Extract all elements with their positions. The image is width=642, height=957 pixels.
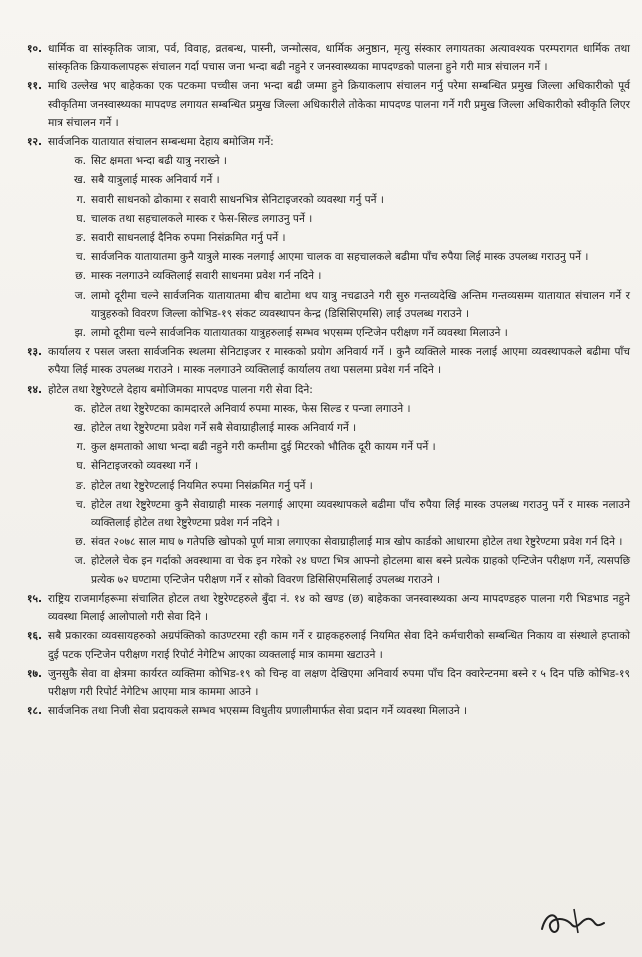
sub-item-number: ज. — [74, 555, 86, 568]
sub-item — [12, 287, 630, 323]
item-text: जुनसुकै सेवा वा क्षेत्रमा कार्यरत व्यक्तिमा कोभिड-१९ को चिन्ह वा लक्षण देखिएमा अनिवार्य रुपमा पाँच दिन क्वारेन्टनमा बस्ने र ५ दिन पछि कोभिड-१९ परीक्षण गरी रिपोर्ट नेगेटिभ आएमा मात्र काममा आउने । — [48, 667, 630, 698]
list-item — [12, 40, 630, 76]
sub-item-text: सबै यात्रुलाई मास्क अनिवार्य गर्ने । — [91, 174, 220, 187]
sub-item-number: छ. — [75, 536, 86, 549]
sub-item-text: होटेल तथा रेष्टुरेण्टका कामदारले अनिवार्य रुपमा मास्क, फेस सिल्ड र पन्जा लगाउने । — [91, 402, 411, 415]
item-number: १३. — [26, 346, 42, 359]
sub-item — [12, 229, 630, 247]
sub-item — [12, 438, 630, 456]
sub-item-text: सेनिटाइजरको व्यवस्था गर्ने । — [91, 460, 199, 473]
item-number: १५. — [26, 592, 42, 605]
sub-item-text: लामो दूरीमा चल्ने सार्वजनिक यातायातका यात्रुहरुलाई सम्भव भएसम्म एन्टिजेन परीक्षण गर्ने व्यवस्था मिलाउने । — [91, 327, 508, 340]
item-number: १२. — [26, 136, 42, 149]
sub-item-text: चालक तथा सहचालकले मास्क र फेस-सिल्ड लगाउनु पर्ने । — [91, 212, 313, 225]
sub-item-number: ख. — [73, 174, 86, 187]
sub-item — [12, 267, 630, 285]
list-item — [12, 381, 630, 399]
sub-item — [12, 400, 630, 418]
sub-item-text: सवारी साधनको ढोकामा र सवारी साधनभित्र सेनिटाइजरको व्यवस्था गर्नु पर्ने । — [91, 193, 384, 206]
sub-item-number: ख. — [73, 422, 86, 435]
sub-item-text: सार्वजनिक यातायातमा कुनै यात्रुले मास्क नलगाई आएमा चालक वा सहचालकले बढीमा पाँच रुपैया लिई मास्क उपलब्ध गराउनु पर्ने । — [91, 251, 589, 264]
list-item — [12, 133, 630, 151]
item-text: कार्यालय र पसल जस्ता सार्वजनिक स्थलमा सेनिटाइजर र मास्कको प्रयोग अनिवार्य गर्ने । कुनै व्यक्तिले मास्क नलाई आएमा व्यवस्थापकले बढीमा पाँच रुपैया लिई मास्क उपलब्ध गराउने । मास्क नलगाउने व्यक्तिलाई कार्यालय तथा पसलमा प्रवेश गर्न नदिने । — [48, 346, 630, 377]
sub-item-number: च. — [75, 498, 86, 511]
sub-item-number: घ. — [76, 460, 86, 473]
list-item — [12, 665, 630, 701]
list-item — [12, 77, 630, 132]
sub-item — [12, 457, 630, 475]
item-text: माथि उल्लेख भए बाहेकका एक पटकमा पच्चीस जना भन्दा बढी जम्मा हुने क्रियाकलाप संचालन गर्नु परेमा सम्बन्धित प्रमुख जिल्ला अधिकारीको पूर्व स्वीकृतिमा जनस्वास्थ्यका मापदण्ड लगायत सम्बन्धित प्रमुख जिल्ला अधिकारीले तोकेका मापदण्ड पालना गर्ने गरी प्रमुख जिल्ला अधिकारीको स्वीकृति लिएर मात्र संचालन गर्ने । — [48, 80, 630, 129]
sub-item-number: क. — [74, 402, 86, 415]
sub-item-number: झ. — [74, 327, 86, 340]
sub-item-text: संवत २०७८ साल माघ ७ गतेपछि खोपको पूर्ण मात्रा लगाएका सेवाग्राहीलाई मात्र खोप कार्डको आधारमा होटेल तथा रेष्टुरेण्टमा प्रवेश गर्न दिने । — [91, 536, 623, 549]
item-text: धार्मिक वा सांस्कृतिक जात्रा, पर्व, विवाह, व्रतबन्ध, पास्नी, जन्मोत्सव, धार्मिक अनुष्ठान, मृत्यु संस्कार लगायतका अत्यावश्यक परम्परागत धार्मिक तथा सांस्कृतिक क्रियाकलापहरू संचालन गर्दा पचास जना भन्दा बढी नहुने र जनस्वास्थ्यका मापदण्डको पालना हुने गरी मात्र संचालन गर्ने । — [48, 43, 630, 74]
sub-item-number: क. — [74, 155, 86, 168]
list-item — [12, 590, 630, 626]
item-text: होटेल तथा रेष्टुरेण्टले देहाय बमोजिमका मापदण्ड पालना गरी सेवा दिने: — [48, 383, 313, 396]
sub-item — [12, 191, 630, 209]
sub-item-number: ङ. — [75, 232, 86, 245]
sub-item — [12, 152, 630, 170]
sub-item-number: च. — [75, 251, 86, 264]
item-number: १४. — [26, 383, 42, 396]
sub-item-text: होटेल तथा रेष्टुरेण्टमा कुनै सेवाग्राही मास्क नलगाई आएमा व्यवस्थापकले बढीमा पाँच रुपैया लिई मास्क उपलब्ध गराउनु पर्ने र मास्क नलाउने व्यक्तिलाई होटेल तथा रेष्टुरेण्टमा प्रवेश गर्न नदिने । — [91, 498, 630, 530]
sub-item — [12, 552, 630, 588]
sub-item-text: सवारी साधनलाई दैनिक रुपमा निसंक्रमित गर्नु पर्ने । — [91, 232, 286, 245]
sub-item — [12, 210, 630, 228]
item-number: १८. — [26, 705, 42, 718]
sub-item-text: लामो दूरीमा चल्ने सार्वजनिक यातायातमा बीच बाटोमा थप यात्रु नचढाउने गरी सुरु गन्तव्यदेखि अन्तिम गन्तव्यसम्म यातायात संचालन गर्ने र यात्रुहरुको विवरण जिल्ला कोभिड-१९ संकट व्यवस्थापन केन्द्र (डिसिसिएमसि) लाई उपलब्ध गराउने । — [91, 289, 630, 320]
item-number: १७. — [26, 667, 42, 680]
sub-item-number: ग. — [76, 441, 86, 454]
list-item — [12, 702, 630, 720]
item-number: १०. — [26, 43, 42, 55]
item-text: सबै प्रकारका व्यवसायहरुको अग्रपंक्तिको काउण्टरमा रही काम गर्ने र ग्राहकहरुलाई नियमित सेवा दिने कर्मचारीको सम्बन्धित निकाय वा संस्थाले हप्ताको दुई पटक एन्टिजेन परीक्षण गराई रिपोर्ट नेगेटिभ आएका व्यक्तलाई मात्र काममा खटाउने । — [48, 630, 630, 661]
sub-item-text: कुल क्षमताको आधा भन्दा बढी नहुने गरी कम्तीमा दुई मिटरको भौतिक दूरी कायम गर्ने पर्ने । — [91, 441, 436, 454]
sub-item-number: घ. — [76, 212, 86, 225]
signature-mark — [534, 903, 614, 939]
sub-item — [12, 477, 630, 495]
sub-item-text: होटेलले चेक इन गर्दाको अवस्थामा वा चेक इन गरेको २४ घण्टा भित्र आफ्नो होटलमा बास बस्ने प्रत्येक ग्राहको एन्टिजेन परीक्षण गर्ने, त्यसपछि प्रत्येक ७२ घण्टामा एन्टिजेन परीक्षण गर्ने र सोको विवरण डिसिसिएमसिलाई उपलब्ध गराउने । — [91, 555, 630, 586]
item-number: १६. — [26, 630, 42, 643]
sub-item-text: मास्क नलगाउने व्यक्तिलाई सवारी साधनमा प्रवेश गर्न नदिने । — [91, 270, 322, 283]
list-item — [12, 343, 630, 379]
item-number: ११. — [26, 80, 42, 93]
sub-item — [12, 419, 630, 437]
item-text: राष्ट्रिय राजमार्गहरूमा संचालित होटल तथा रेष्टुरेण्टहरुले बुँदा नं. १४ को खण्ड (छ) बाहेकका जनस्वास्थ्यका अन्य मापदण्डहरु पालना गरी भिडभाड नहुने व्यवस्था मिलाई आलोपालो गरी सेवा दिने । — [48, 592, 630, 624]
sub-item-text: सिट क्षमता भन्दा बढी यात्रु नराख्ने । — [91, 155, 227, 168]
item-text: सार्वजनिक तथा निजी सेवा प्रदायकले सम्भव भएसम्म विधुतीय प्रणालीमार्फत सेवा प्रदान गर्ने व्यवस्था मिलाउने । — [48, 705, 468, 718]
list-item — [12, 627, 630, 663]
sub-item — [12, 496, 630, 532]
sub-item — [12, 533, 630, 551]
sub-item — [12, 248, 630, 266]
sub-item-number: छ. — [75, 270, 86, 283]
sub-item — [12, 324, 630, 342]
sub-item-number: ग. — [76, 193, 86, 206]
sub-item-number: ङ. — [75, 479, 86, 492]
document-body — [12, 40, 630, 721]
sub-item-text: होटेल तथा रेष्टुरेण्टलाई नियमित रुपमा निसंक्रमित गर्नु पर्ने । — [91, 479, 313, 492]
sub-item-text: होटेल तथा रेष्टुरेण्टमा प्रवेश गर्ने सबै सेवाग्राहीलाई मास्क अनिवार्य गर्ने । — [91, 422, 357, 435]
item-text: सार्वजनिक यातायात संचालन सम्बन्धमा देहाय बमोजिम गर्ने: — [48, 136, 274, 149]
sub-item-number: ज. — [74, 289, 86, 302]
sub-item — [12, 171, 630, 189]
